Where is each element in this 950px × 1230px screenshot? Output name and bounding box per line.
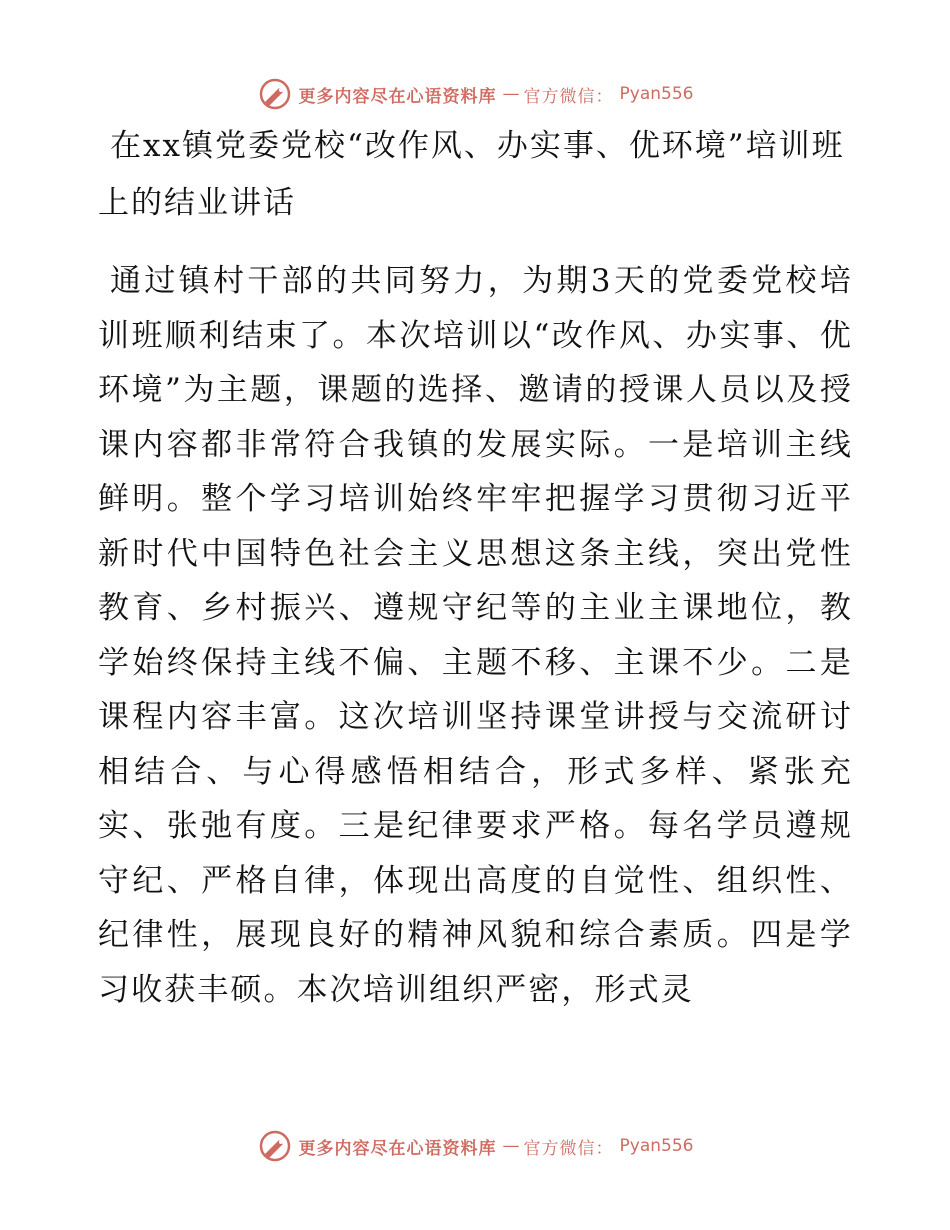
watermark-wechat-id: Pyan556 bbox=[619, 1136, 694, 1156]
watermark-brand: 更多内容尽在心语资料库 bbox=[298, 1138, 497, 1159]
pen-nib-logo-icon bbox=[257, 76, 293, 112]
header-watermark bbox=[0, 76, 950, 112]
document-body: 通过镇村干部的共同努力，为期3天的党委党校培训班顺利结束了。本次培训以“改作风、办实事、优环境”为主题，课题的选择、邀请的授课人员以及授课内容都非常符合我镇的发展实际。一是培训主线鲜明。整个学习培训始终牢牢把握学习贯彻习近平新时代中国特色社会主义思想这条主线，突出党性教育、乡村振兴、遵规守纪等的主业主课地位，教学始终保持主线不偏、主题不移、主课不少。二是课程内容丰富。这次培训坚持课堂讲授与交流研讨相结合、与心得感悟相结合，形式多样、紧张充实、张弛有度。三是纪律要求严格。每名学员遵规守纪、严格自律，体现出高度的自觉性、组织性、纪律性，展现良好的精神风貌和综合素质。四是学习收获丰硕。本次培训组织严密，形式灵 bbox=[98, 263, 853, 1008]
watermark-dash: — bbox=[502, 84, 518, 104]
watermark-wechat-id: Pyan556 bbox=[619, 84, 694, 104]
document-page bbox=[98, 118, 853, 1017]
watermark-wechat-label: 官方微信： bbox=[523, 1138, 614, 1159]
pen-nib-logo-icon bbox=[257, 1128, 293, 1164]
footer-watermark bbox=[0, 1128, 950, 1164]
watermark-wechat-label: 官方微信： bbox=[523, 86, 614, 107]
watermark-brand: 更多内容尽在心语资料库 bbox=[298, 86, 497, 107]
watermark-dash: — bbox=[502, 1136, 518, 1156]
document-title: 在xx镇党委党校“改作风、办实事、优环境”培训班上的结业讲话 bbox=[98, 128, 845, 221]
